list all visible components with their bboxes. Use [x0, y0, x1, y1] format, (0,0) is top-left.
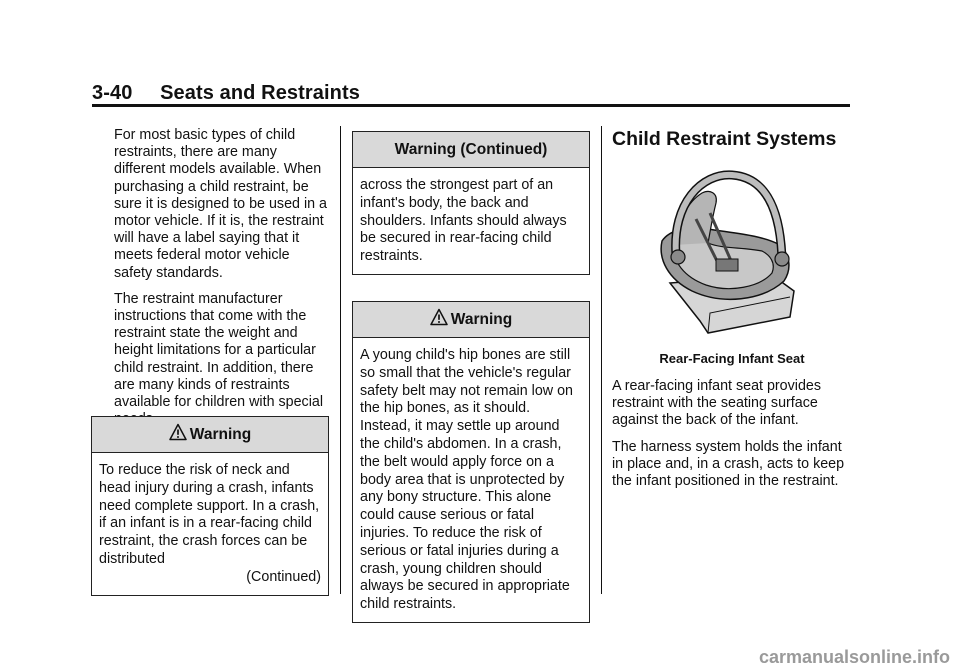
paragraph: A rear-facing infant seat provides restraint with the seating surface against the back of the infant.	[612, 378, 822, 429]
column-divider-right	[601, 126, 602, 594]
warning-header: Warning (Continued)	[353, 132, 589, 168]
column-2	[352, 131, 590, 623]
warning-box-continued	[352, 131, 590, 275]
warning-body: across the strongest part of an infant's body, the back and shoulders. Infants should always be secured in rear-facing child restraints.	[360, 177, 567, 265]
section-heading: Child Restraint Systems	[612, 128, 837, 150]
header-rule	[92, 104, 850, 107]
page-number: 3-40	[92, 82, 133, 104]
paragraph: The harness system holds the infant in place and, in a crash, acts to keep the infant positioned in the restraint.	[612, 438, 845, 490]
warning-box-hip-bones	[352, 301, 590, 623]
column-3	[612, 127, 852, 499]
page-header	[92, 82, 360, 105]
warning-body	[92, 453, 328, 595]
paragraph: For most basic types of child restraints, there are many different models available. When purchasing a child restraint, be sure it is designed to be used in a motor vehicle. If it is, the restraint will have a label saying that it meets federal motor vehicle safety standards.	[114, 127, 328, 281]
warning-icon	[430, 308, 448, 326]
figure-caption: Rear-Facing Infant Seat	[659, 351, 805, 366]
warning-body: A young child's hip bones are still so small that the vehicle's regular safety belt may not remain low on the hip bones, as it should. Instead, it may settle up around the child's abdomen. In a crash, the belt would apply force on a body area that is unprotected by any bony structure. This alone could cause serious or fatal injuries. To reduce the risk of serious or fatal injuries during a crash, young children should always be secured in appropriate child restraints.	[360, 346, 573, 613]
warning-text: To reduce the risk of neck and head injury during a crash, infants need complete support. In a crash, if an infant is in a rear-facing child restraint, the crash forces can be distributed	[99, 462, 320, 567]
warning-icon	[169, 423, 187, 441]
warning-box-neck-injury	[91, 416, 329, 596]
warning-title: Warning	[450, 310, 513, 328]
infant-seat-image	[612, 163, 852, 343]
warning-title: Warning	[189, 426, 252, 443]
section-title: Seats and Restraints	[160, 82, 360, 104]
paragraph: The restraint manufacturer instructions that come with the restraint state the weight and height limitations for a particular child restraint. In addition, there are many kinds of restraints available for children with special	[114, 290, 324, 411]
continued-label: (Continued)	[246, 568, 321, 585]
warning-header	[353, 302, 589, 338]
column-1	[114, 127, 328, 437]
warning-header	[92, 417, 328, 453]
infant-seat-illustration	[612, 163, 852, 343]
column-divider-left	[340, 126, 341, 594]
watermark: carmanualsonline.info	[758, 647, 950, 667]
